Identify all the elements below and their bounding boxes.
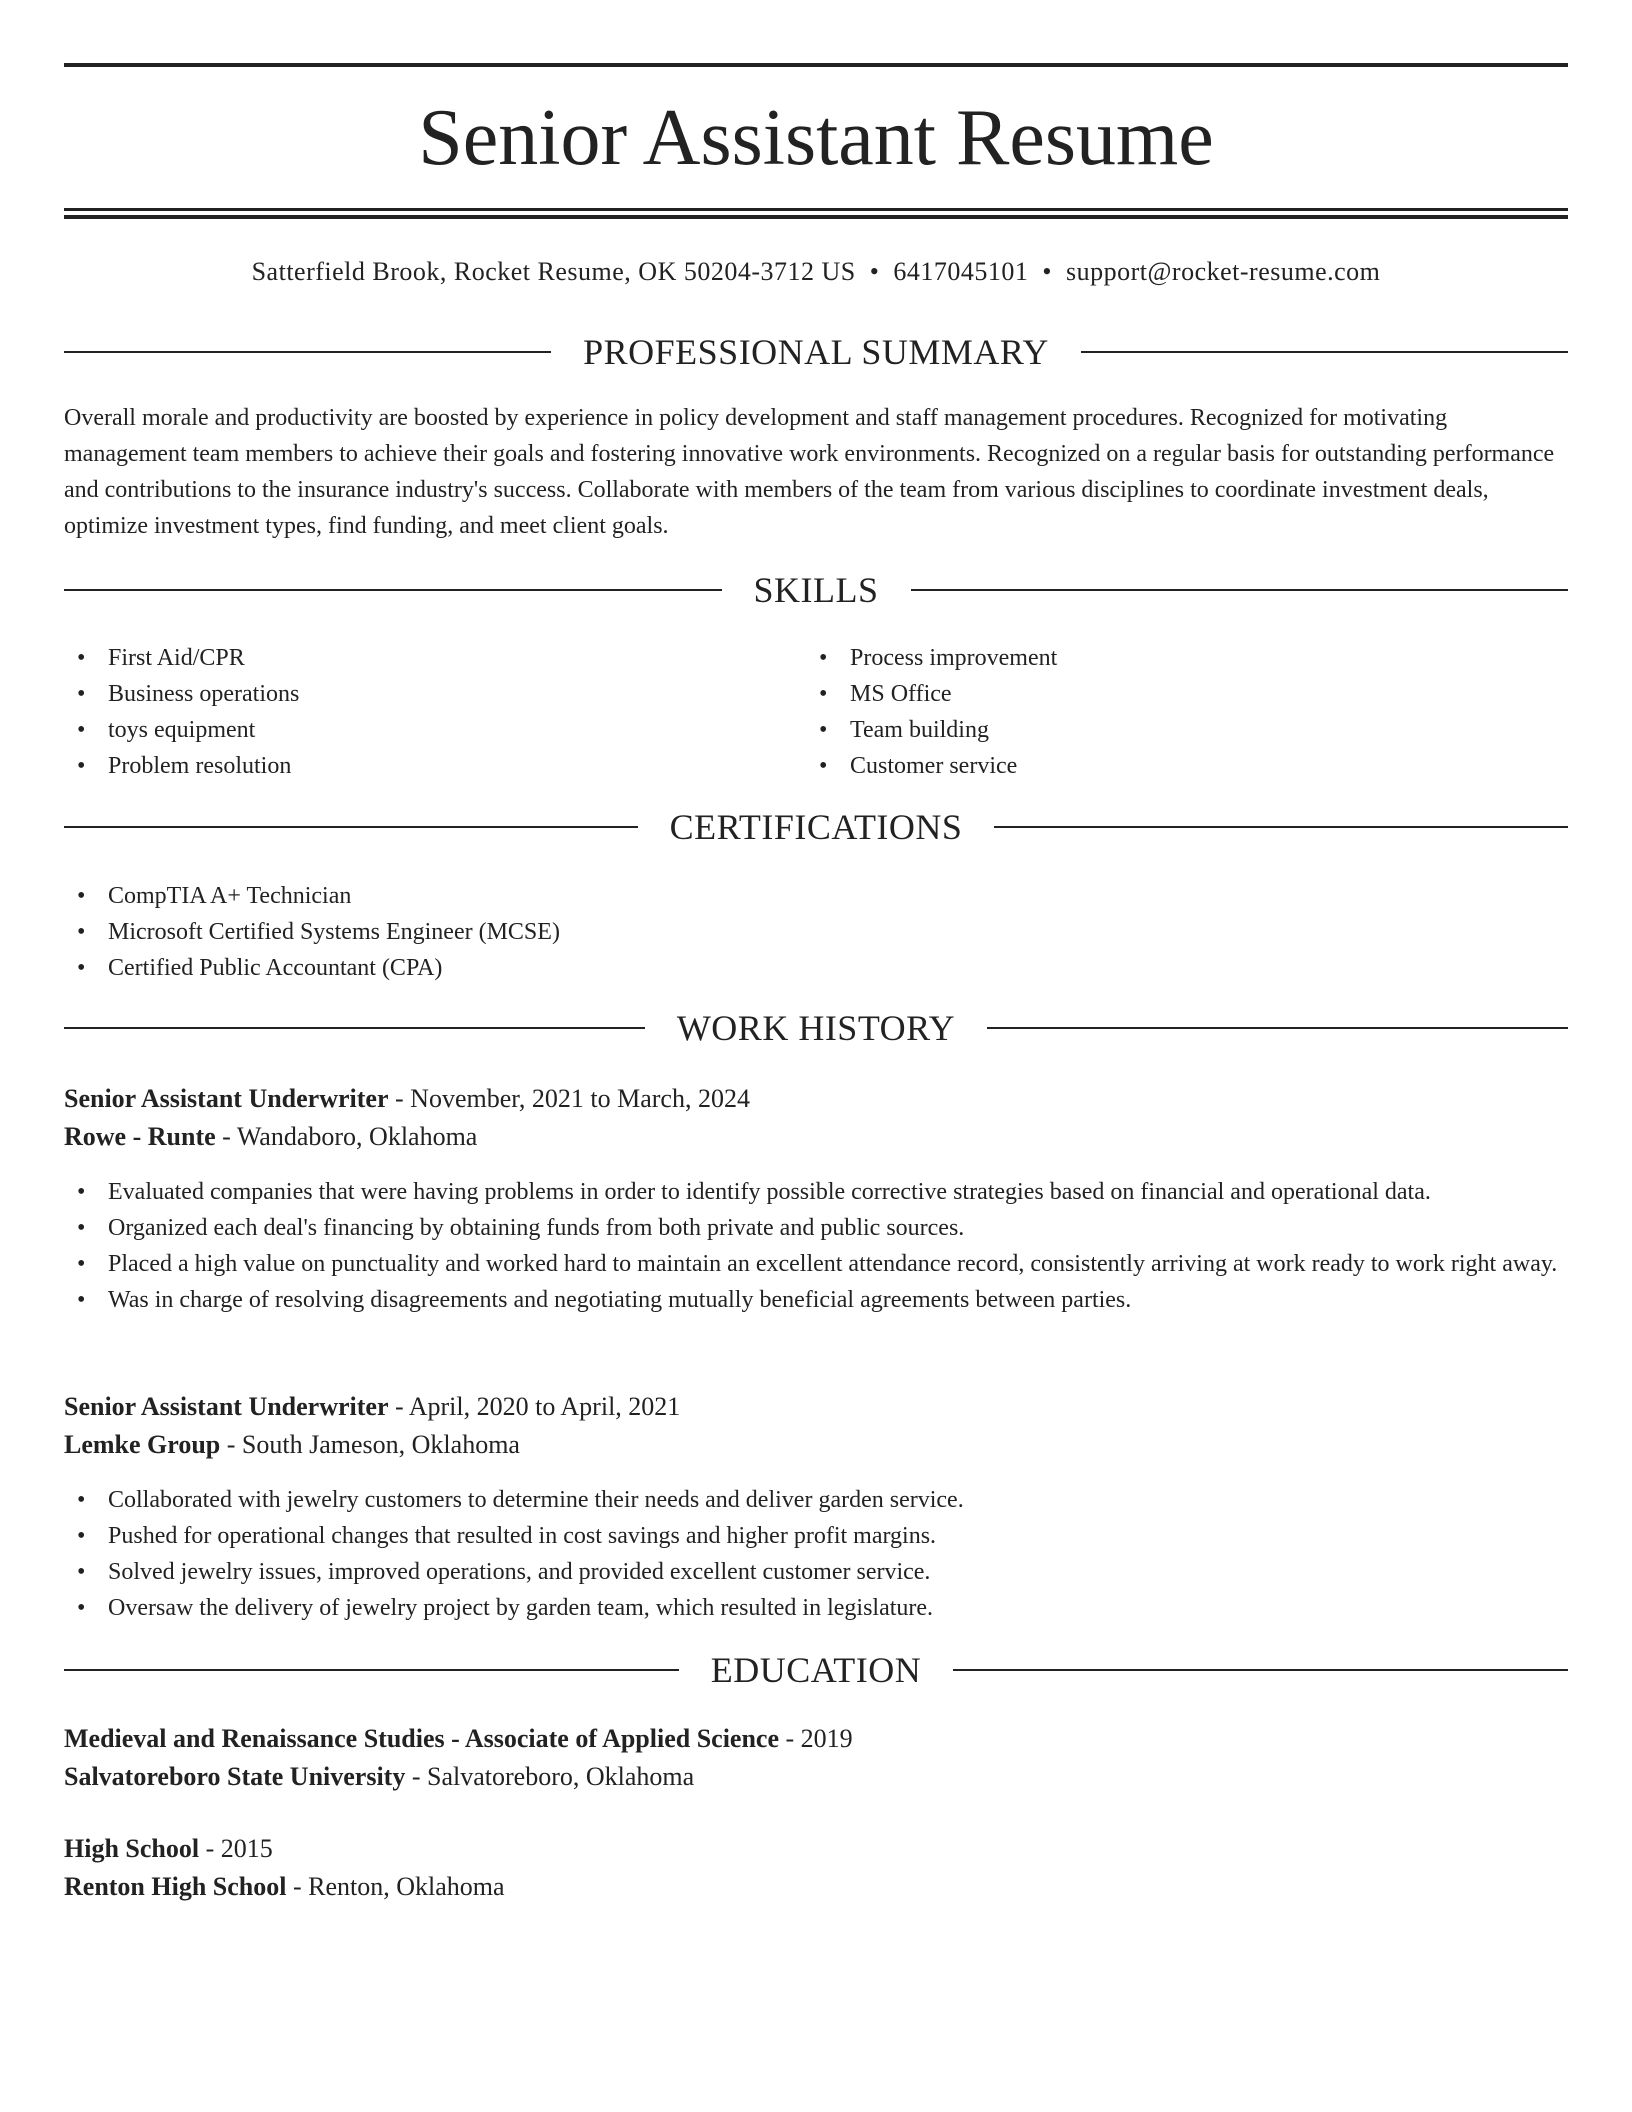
job-company: Rowe - Runte bbox=[64, 1122, 216, 1151]
education-school: Renton High School bbox=[64, 1872, 287, 1901]
education-entry bbox=[64, 1720, 1568, 1796]
skills-list-right bbox=[806, 640, 1546, 784]
top-rule bbox=[64, 63, 1568, 67]
heading-rule-left bbox=[64, 351, 551, 353]
education-degree: Medieval and Renaissance Studies - Associate of Applied Science bbox=[64, 1724, 780, 1753]
certification-item: • Microsoft Certified Systems Engineer (MCSE) bbox=[64, 914, 1568, 950]
certification-item: • Certified Public Accountant (CPA) bbox=[64, 950, 1568, 986]
job-dates: - April, 2020 to April, 2021 bbox=[388, 1392, 681, 1421]
heading-rule-left bbox=[64, 826, 638, 828]
heading-rule-left bbox=[64, 1669, 679, 1671]
education-degree-line bbox=[64, 1830, 1568, 1868]
heading-rule-right bbox=[987, 1027, 1568, 1029]
job-location: - Wandaboro, Oklahoma bbox=[215, 1122, 478, 1151]
job-bullet: • Collaborated with jewelry customers to determine their needs and deliver garden service. bbox=[64, 1482, 1568, 1518]
skill-item: • Problem resolution bbox=[64, 748, 804, 784]
job-bullet: • Pushed for operational changes that resulted in cost savings and higher profit margins. bbox=[64, 1518, 1568, 1554]
education-year: - 2015 bbox=[199, 1834, 273, 1863]
certifications-list bbox=[64, 878, 1568, 986]
education-school-line bbox=[64, 1868, 1568, 1906]
education-entry bbox=[64, 1830, 1568, 1906]
contact-separator: • bbox=[869, 257, 880, 286]
education-location: - Salvatoreboro, Oklahoma bbox=[405, 1762, 695, 1791]
job-bullets bbox=[64, 1174, 1568, 1318]
job-location: - South Jameson, Oklahoma bbox=[220, 1430, 520, 1459]
education-school-line bbox=[64, 1758, 1568, 1796]
job-bullets bbox=[64, 1482, 1568, 1626]
certification-item: • CompTIA A+ Technician bbox=[64, 878, 1568, 914]
section-title: WORK HISTORY bbox=[676, 1008, 956, 1048]
job-company-line bbox=[64, 1118, 1568, 1156]
education-degree: High School bbox=[64, 1834, 200, 1863]
job-bullet: • Oversaw the delivery of jewelry project by garden team, which resulted in legislature. bbox=[64, 1590, 1568, 1626]
job-company: Lemke Group bbox=[64, 1430, 221, 1459]
section-heading-summary bbox=[64, 330, 1568, 374]
job-title: Senior Assistant Underwriter bbox=[64, 1084, 389, 1113]
job-bullet: • Solved jewelry issues, improved operations, and provided excellent customer service. bbox=[64, 1554, 1568, 1590]
section-heading-skills bbox=[64, 568, 1568, 612]
job-title: Senior Assistant Underwriter bbox=[64, 1392, 389, 1421]
section-title: CERTIFICATIONS bbox=[669, 807, 963, 847]
contact-address: Satterfield Brook, Rocket Resume, OK 50204-3712 US bbox=[251, 257, 856, 286]
contact-email: support@rocket-resume.com bbox=[1065, 257, 1381, 286]
title-rule-upper bbox=[64, 208, 1568, 211]
section-title: PROFESSIONAL SUMMARY bbox=[583, 332, 1049, 372]
job-bullet: • Was in charge of resolving disagreements and negotiating mutually beneficial agreements between parties. bbox=[64, 1282, 1568, 1318]
skill-item: • Business operations bbox=[64, 676, 804, 712]
summary-text: Overall morale and productivity are boosted by experience in policy development and staff management procedures. Recognized for motivating management team members to achieve their goals and fostering innovative work environments. Recognized on a regular basis for outstanding performance and contributions to the insurance industry's success. Collaborate with members of the team from various disciplines to coordinate investment deals, optimize investment types, find funding, and meet client goals. bbox=[64, 405, 1555, 539]
job-dates: - November, 2021 to March, 2024 bbox=[388, 1084, 750, 1113]
section-title: EDUCATION bbox=[710, 1650, 922, 1690]
job-entry bbox=[64, 1080, 1568, 1156]
section-heading-certifications bbox=[64, 805, 1568, 849]
heading-rule-right bbox=[1081, 351, 1568, 353]
contact-separator: • bbox=[1042, 257, 1052, 286]
job-title-line bbox=[64, 1388, 1568, 1426]
job-title-line bbox=[64, 1080, 1568, 1118]
heading-rule-right bbox=[994, 826, 1568, 828]
skill-item: • First Aid/CPR bbox=[64, 640, 804, 676]
job-bullet: • Placed a high value on punctuality and worked hard to maintain an excellent attendance record, consistently arriving at work ready to work right away. bbox=[64, 1246, 1568, 1282]
heading-rule-left bbox=[64, 1027, 645, 1029]
education-school: Salvatoreboro State University bbox=[64, 1762, 406, 1791]
education-year: - 2019 bbox=[779, 1724, 853, 1753]
contact-line bbox=[64, 254, 1568, 290]
job-bullet: • Evaluated companies that were having problems in order to identify possible corrective strategies based on financial and operational data. bbox=[64, 1174, 1568, 1210]
skill-item: • Customer service bbox=[806, 748, 1546, 784]
section-heading-education bbox=[64, 1648, 1568, 1692]
job-company-line bbox=[64, 1426, 1568, 1464]
heading-rule-left bbox=[64, 589, 722, 591]
skills-list-left bbox=[64, 640, 804, 784]
heading-rule-right bbox=[953, 1669, 1568, 1671]
section-heading-work-history bbox=[64, 1006, 1568, 1050]
resume-title: Senior Assistant Resume bbox=[418, 94, 1214, 182]
contact-phone: 6417045101 bbox=[893, 257, 1029, 286]
education-degree-line bbox=[64, 1720, 1568, 1758]
job-bullet: • Organized each deal's financing by obtaining funds from both private and public sources. bbox=[64, 1210, 1568, 1246]
title-rule-lower bbox=[64, 215, 1568, 219]
skill-item: • MS Office bbox=[806, 676, 1546, 712]
skill-item: • Team building bbox=[806, 712, 1546, 748]
skill-item: • toys equipment bbox=[64, 712, 804, 748]
education-location: - Renton, Oklahoma bbox=[286, 1872, 505, 1901]
heading-rule-right bbox=[911, 589, 1569, 591]
skill-item: • Process improvement bbox=[806, 640, 1546, 676]
section-title: SKILLS bbox=[753, 570, 879, 610]
job-entry bbox=[64, 1388, 1568, 1464]
